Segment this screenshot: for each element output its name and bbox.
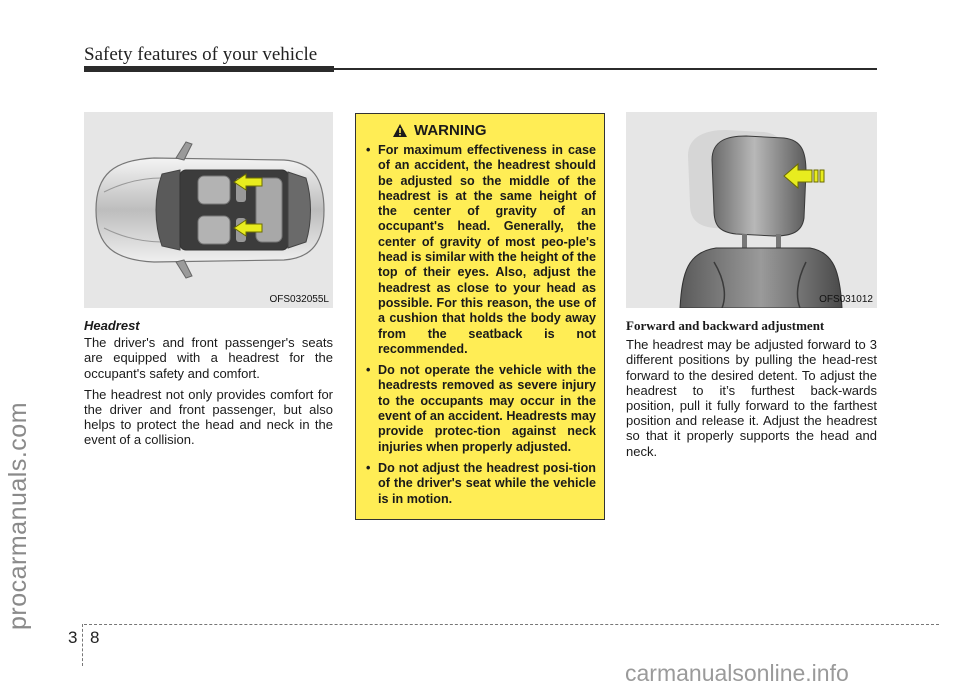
warning-title: WARNING xyxy=(414,122,487,139)
right-column-text xyxy=(626,318,877,465)
header-rule-thick xyxy=(84,66,334,72)
figure-code-left: OFS032055L xyxy=(269,294,329,305)
headrest-figure xyxy=(626,112,877,308)
side-watermark: procarmanuals.com xyxy=(4,401,32,630)
footer-rule xyxy=(84,624,939,625)
warning-item: • Do not operate the vehicle with the headrests removed as severe injury to the occupants may occur in the event of an accident. Headrests may provide protec-tion against neck injuries when properly adjusted. xyxy=(366,363,596,454)
header-rule-thin xyxy=(334,68,877,70)
footer-divider xyxy=(82,624,83,666)
chapter-number: 3 xyxy=(68,628,78,647)
warning-item: • Do not adjust the headrest posi-tion of the driver's seat while the vehicle is in motion. xyxy=(366,460,596,506)
page-number: 8 xyxy=(90,628,100,647)
left-column-text xyxy=(84,318,333,454)
left-paragraph-1: The driver's and front passenger's seats are equipped with a headrest for the occupant's safety and comfort. xyxy=(84,335,333,381)
figure-code-right: OFS031012 xyxy=(819,294,873,305)
warning-box xyxy=(355,113,605,520)
warning-header xyxy=(392,122,596,139)
right-paragraph-1: The headrest may be adjusted forward to 3 different positions by pulling the head-rest forward to the desired detent. To adjust the headrest to it’s furthest back-wards position, pull it fully forward to the farthest position and release it. Adjust the headrest so that it properly supports the head and neck. xyxy=(626,337,877,459)
warning-triangle-icon xyxy=(392,123,408,138)
warning-item: • For maximum effectiveness in case of an accident, the headrest should be adjusted so the middle of the headrest is at the same height of the center of gravity of an occupant's head. Generally, the center of gravity of most peo-ple's head is similar with the height of the top of their eyes. Also, adjust the headrest as close to your head as possible. For this reason, the use of a cushion that holds the body away from the seatback is not recommended. xyxy=(366,143,596,356)
warning-list xyxy=(366,143,596,507)
adjustment-subheading: Forward and backward adjustment xyxy=(626,318,825,333)
car-top-view-illustration xyxy=(84,112,333,308)
headrest-subheading: Headrest xyxy=(84,318,140,333)
car-top-view-figure xyxy=(84,112,333,308)
page-header-title: Safety features of your vehicle xyxy=(84,44,318,65)
bottom-watermark: carmanualsonline.info xyxy=(625,660,849,686)
left-paragraph-2: The headrest not only provides comfort for the driver and front passenger, but also helps to protect the head and neck in the event of a collision. xyxy=(84,386,333,448)
headrest-illustration xyxy=(626,112,877,308)
